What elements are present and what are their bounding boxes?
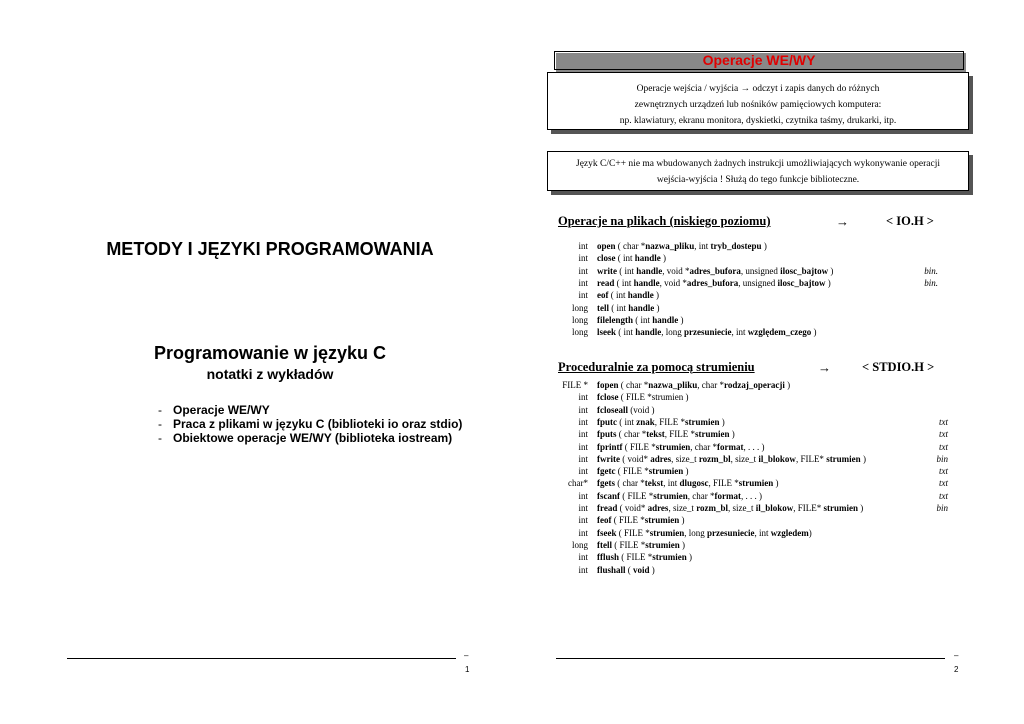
function-signature: eof ( int handle ) (597, 290, 660, 301)
function-row (558, 379, 948, 391)
function-row (558, 441, 948, 453)
return-type: int (578, 490, 588, 501)
mode-label: bin (936, 503, 948, 513)
function-signature: tell ( int handle ) (597, 302, 660, 313)
function-row (558, 265, 938, 277)
toc-item (158, 417, 462, 431)
mode-label: txt (939, 416, 948, 427)
return-type: FILE * (562, 380, 588, 390)
page-number: 1 (465, 665, 470, 674)
function-list (558, 240, 938, 340)
function-row (558, 289, 938, 301)
return-type: long (571, 314, 588, 325)
mode-label: txt (939, 441, 948, 452)
return-type: int (578, 290, 588, 301)
function-row (558, 527, 948, 539)
arrow-icon: → (818, 360, 831, 375)
function-row (558, 551, 948, 563)
function-signature: lseek ( int handle, long przesuniecie, int względem_czego ) (597, 327, 817, 338)
section-title-box (554, 51, 964, 70)
function-signature: ftell ( FILE *strumien ) (597, 539, 685, 550)
return-type: int (578, 277, 588, 288)
function-signature: open ( char *nazwa_pliku, int tryb_dostepu ) (597, 241, 767, 251)
function-row (558, 465, 948, 477)
mode-label: bin. (924, 277, 938, 288)
mode-label: bin. (924, 265, 938, 276)
arrow-icon: → (836, 214, 849, 229)
return-type: int (578, 515, 588, 526)
return-type: int (578, 416, 588, 427)
function-row (558, 302, 938, 314)
function-row (558, 391, 948, 403)
toc-item (158, 403, 270, 417)
function-signature: fgets ( char *tekst, int dlugosc, FILE *strumien ) (597, 478, 779, 489)
mode-label: txt (939, 490, 948, 501)
return-type: char* (568, 478, 588, 489)
section-heading (558, 360, 755, 375)
function-signature: feof ( FILE *strumien ) (597, 515, 685, 526)
function-row (558, 277, 938, 289)
function-signature: fscanf ( FILE *strumien, char *format, . . . ) (597, 490, 762, 501)
function-signature: fclose ( FILE *strumien ) (597, 392, 689, 403)
mode-label: txt (939, 478, 948, 489)
subtitle: Programowanie w języku C (153, 343, 387, 363)
return-type: int (578, 503, 588, 513)
function-signature: fflush ( FILE *strumien ) (597, 552, 693, 563)
note-line: Język C/C++ nie ma wbudowanych żadnych instrukcji umożliwiających wykonywanie operacji (576, 159, 940, 169)
toc-item-label: Praca z plikami w języku C (biblioteki io oraz stdio) (173, 417, 463, 431)
toc-item-label: Operacje WE/WY (173, 403, 270, 417)
function-row (558, 490, 948, 502)
toc-dash: - (158, 431, 162, 445)
return-type: int (578, 392, 588, 403)
function-signature: fseek ( FILE *strumien, long przesuniecie, int wzgledem) (597, 527, 812, 538)
function-row (558, 428, 948, 440)
toc-item (158, 431, 452, 445)
mode-label: bin (936, 453, 948, 464)
footer-rule (556, 658, 945, 659)
footer-dash: – (954, 651, 959, 660)
return-type: int (578, 253, 588, 264)
header-file-label: < IO.H > (886, 214, 934, 228)
function-row (558, 416, 948, 428)
function-row (558, 514, 948, 526)
toc-dash: - (158, 417, 162, 431)
footer-dash: – (464, 651, 469, 660)
toc-item-label: Obiektowe operacje WE/WY (biblioteka iostream) (173, 431, 453, 445)
function-signature: flushall ( void ) (597, 564, 655, 575)
function-row (558, 453, 948, 465)
function-row (558, 477, 948, 489)
page-number: 2 (954, 665, 959, 674)
function-signature: fread ( void* adres, size_t rozm_bl, size_t il_blokow, FILE* strumien ) (597, 503, 864, 513)
toc-dash: - (158, 403, 162, 417)
function-row (558, 240, 938, 252)
function-row (558, 326, 938, 338)
note-line: zewnętrznych urządzeń lub nośników pamięciowych komputera: (634, 100, 882, 110)
return-type: long (571, 327, 588, 338)
section-heading (558, 214, 771, 229)
function-row (558, 564, 948, 576)
function-row (558, 539, 948, 551)
function-signature: fopen ( char *nazwa_pliku, char *rodzaj_operacji ) (597, 380, 791, 390)
function-signature: fgetc ( FILE *strumien ) (597, 466, 689, 477)
return-type: long (571, 302, 588, 313)
function-signature: close ( int handle ) (597, 253, 667, 264)
return-type: int (578, 552, 588, 563)
language-note (547, 151, 969, 191)
function-signature: fputs ( char *tekst, FILE *strumien ) (597, 429, 735, 440)
return-type: int (578, 404, 588, 415)
section-heading-label: Proceduralnie za pomocą strumieniu (558, 360, 755, 374)
return-type: int (578, 453, 588, 464)
function-signature: read ( int handle, void *adres_bufora, unsigned ilosc_bajtow ) (597, 277, 831, 288)
mode-label: txt (939, 429, 948, 440)
mode-label: txt (939, 466, 948, 477)
function-signature: fprintf ( FILE *strumien, char *format, . . . ) (597, 441, 765, 452)
note-line: np. klawiatury, ekranu monitora, dyskietki, czytnika taśmy, drukarki, itp. (619, 116, 897, 126)
subsubtitle: notatki z wykładów (206, 366, 334, 382)
function-signature: fwrite ( void* adres, size_t rozm_bl, size_t il_blokow, FILE* strumien ) (597, 453, 866, 464)
intro-note (547, 72, 969, 130)
section-heading-label: Operacje na plikach (niskiego poziomu) (558, 214, 771, 228)
return-type: int (578, 429, 588, 440)
function-signature: filelength ( int handle ) (597, 314, 684, 325)
return-type: int (578, 466, 588, 477)
header-file-label: < STDIO.H > (862, 360, 935, 374)
note-line: Operacje wejścia / wyjścia → odczyt i zapis danych do różnych (636, 84, 880, 94)
main-title: METODY I JĘZYKI PROGRAMOWANIA (106, 239, 434, 259)
function-row (558, 404, 948, 416)
return-type: int (578, 265, 588, 276)
return-type: int (578, 441, 588, 452)
function-signature: fputc ( int znak, FILE *strumien ) (597, 416, 725, 427)
return-type: int (578, 527, 588, 538)
note-line: wejścia-wyjścia ! Służą do tego funkcje biblioteczne. (656, 175, 860, 185)
return-type: int (578, 564, 588, 575)
function-row (558, 502, 948, 514)
function-row (558, 314, 938, 326)
function-signature: write ( int handle, void *adres_bufora, unsigned ilosc_bajtow ) (597, 265, 834, 276)
footer-rule (67, 658, 456, 659)
return-type: int (578, 241, 588, 251)
function-signature: fcloseall (void ) (597, 404, 655, 415)
function-list (558, 379, 948, 579)
return-type: long (571, 539, 588, 550)
function-row (558, 252, 938, 264)
page-title: Operacje WE/WY (702, 52, 816, 68)
